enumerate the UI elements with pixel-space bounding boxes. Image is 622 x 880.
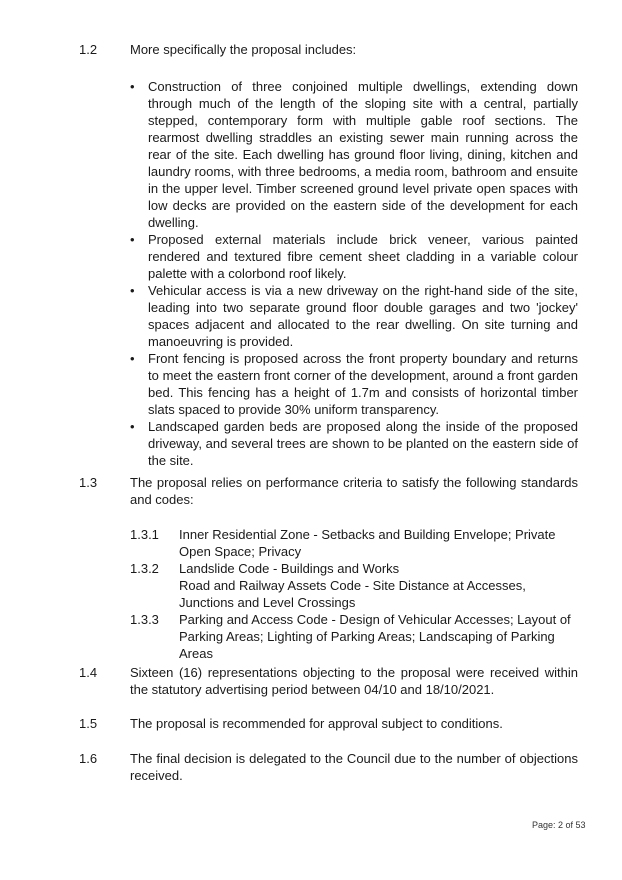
- section-number: 1.4: [79, 665, 98, 680]
- section-text: The proposal is recommended for approval subject to conditions.: [130, 716, 503, 731]
- bullet-dot-icon: •: [130, 232, 135, 247]
- standard-text-2: Road and Railway Assets Code - Site Distance at Accesses, Junctions and Level Crossings: [179, 578, 526, 610]
- section-intro: More specifically the proposal includes:: [130, 42, 357, 57]
- standard-text: Landslide Code - Buildings and Works: [179, 561, 400, 576]
- section-number: 1.6: [79, 751, 98, 766]
- standard-item: [130, 611, 578, 662]
- section-text: The final decision is delegated to the Council due to the number of objections received.: [130, 751, 578, 783]
- proposal-bullet-list: [130, 78, 578, 469]
- standard-text: Inner Residential Zone - Setbacks and Building Envelope; Private Open Space; Privacy: [179, 527, 556, 559]
- bullet-item: • Front fencing is proposed across the front property boundary and returns to meet the eastern front corner of the development, around a front garden bed. This fencing has a height of 1.7m and consists of horizontal timber slats spaced to provide 30% uniform transparency.: [130, 351, 578, 417]
- standards-list: [130, 526, 578, 662]
- bullet-item: • Construction of three conjoined multiple dwellings, extending down through much of the length of the sloping site with a central, partially stepped, contemporary form with multiple gable roof sections. The rearmost dwelling straddles an existing sewer main running across the rear of the site. Each dwelling has ground floor living, dining, kitchen and laundry rooms, with three bedrooms, a media room, bathroom and ensuite in the upper level. Timber screened ground level private open spaces with low decks are provided on the eastern side of the development for each dwelling.: [130, 79, 578, 230]
- bullet-item: • Vehicular access is via a new driveway on the right-hand side of the site, leading into two separate ground floor double garages and two 'jockey' spaces adjacent and allocated to the rear dwelling. On site turning and manoeuvring is provided.: [130, 283, 578, 349]
- section-number: 1.3: [79, 475, 98, 490]
- standard-item: [130, 560, 578, 611]
- standard-item: [130, 526, 578, 560]
- bullet-item: • Proposed external materials include brick veneer, various painted rendered and textured fibre cement sheet cladding in a variable colour palette with a colorbond roof likely.: [130, 232, 578, 281]
- bullet-dot-icon: •: [130, 283, 135, 298]
- section-text: Sixteen (16) representations objecting to the proposal were received within the statutory advertising period between 04/10 and 18/10/2021.: [130, 665, 578, 697]
- standard-number: 1.3.2: [130, 561, 159, 576]
- standard-number: 1.3.3: [130, 612, 159, 627]
- bullet-dot-icon: •: [130, 351, 135, 366]
- bullet-item: • Landscaped garden beds are proposed along the inside of the proposed driveway, and several trees are shown to be planted on the eastern side of the site.: [130, 419, 578, 468]
- page-number: Page: 2 of 53: [532, 820, 586, 830]
- bullet-dot-icon: •: [130, 419, 135, 434]
- bullet-dot-icon: •: [130, 79, 135, 94]
- section-number: 1.2: [79, 42, 98, 57]
- standard-text: Parking and Access Code - Design of Vehicular Accesses; Layout of Parking Areas; Lighting of Parking Areas; Landscaping of Parking Areas: [179, 612, 571, 661]
- standard-number: 1.3.1: [130, 527, 159, 542]
- section-text: The proposal relies on performance criteria to satisfy the following standards and codes:: [130, 475, 578, 507]
- section-number: 1.5: [79, 716, 98, 731]
